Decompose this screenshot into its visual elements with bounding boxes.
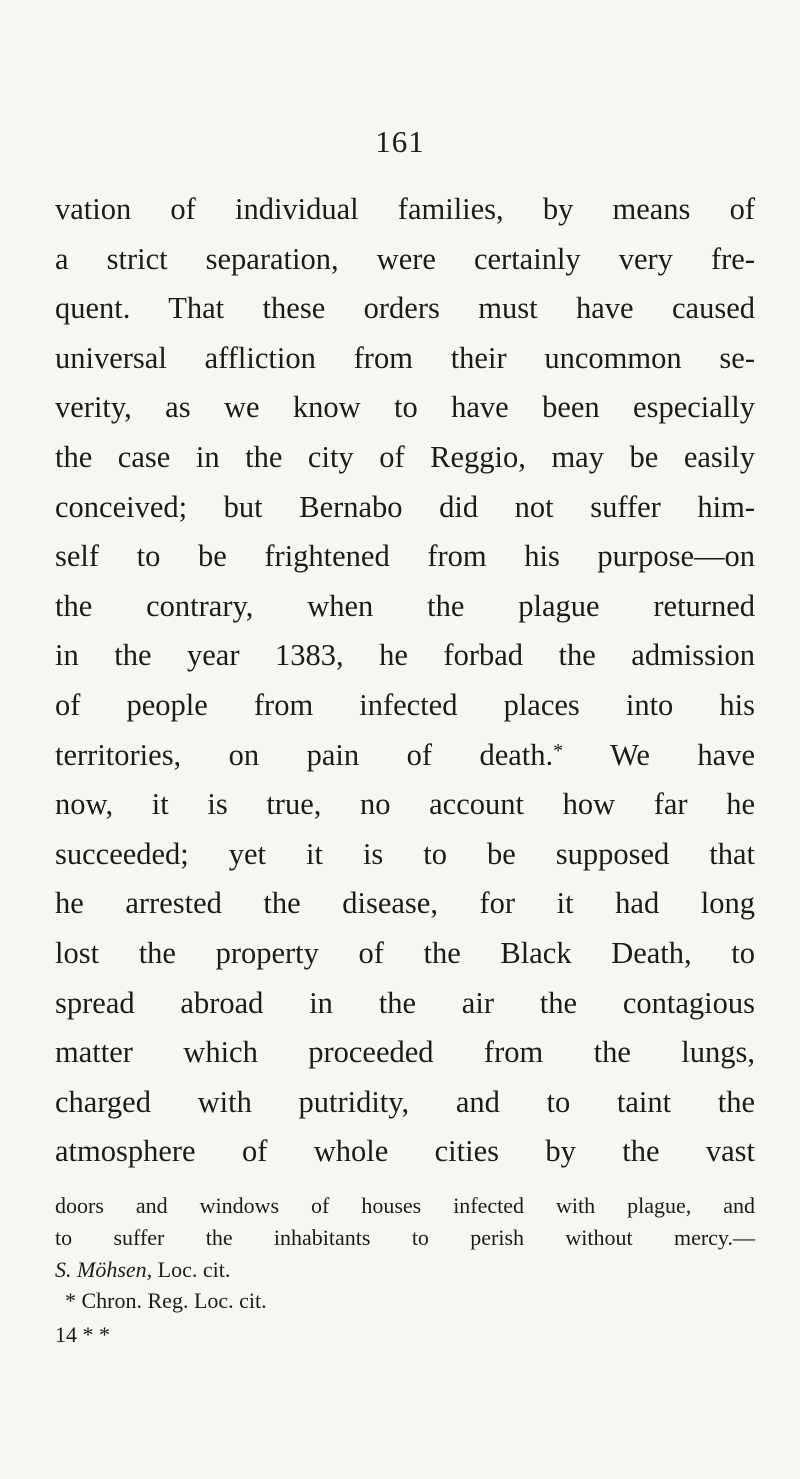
body-line: charged with putridity, and to taint the bbox=[55, 1084, 755, 1119]
body-line: matter which proceeded from the lungs, bbox=[55, 1035, 755, 1070]
body-line: spread abroad in the air the contagious bbox=[55, 985, 755, 1020]
body-line-with-footnote bbox=[55, 731, 755, 781]
body-line: a strict separation, were certainly very fre- bbox=[55, 241, 755, 276]
body-line: atmosphere of whole cities by the vast bbox=[55, 1134, 755, 1169]
footnote-citation: Loc. cit. bbox=[152, 1256, 231, 1282]
body-line-text: We have bbox=[610, 737, 756, 772]
footnote-author: S. Möhsen, bbox=[55, 1256, 153, 1282]
body-line-text: territories, on pain of death. bbox=[55, 737, 554, 772]
body-line: vation of individual families, by means of bbox=[55, 192, 755, 226]
body-line: succeeded; yet it is to be supposed that bbox=[55, 836, 755, 871]
page-number: 161 bbox=[375, 124, 425, 159]
body-line: the case in the city of Reggio, may be easily bbox=[55, 439, 755, 474]
footnote-reference: * bbox=[553, 739, 564, 762]
body-line: quent. That these orders must have caused bbox=[55, 291, 755, 326]
signature-mark: 14 * * bbox=[55, 1322, 110, 1347]
body-line: he arrested the disease, for it had long bbox=[55, 886, 755, 921]
footnote-line bbox=[55, 1254, 755, 1286]
footnote-line bbox=[55, 1285, 755, 1317]
footnote-line: to suffer the inhabitants to perish without mercy.— bbox=[55, 1224, 755, 1250]
footnote-marker: * bbox=[65, 1288, 76, 1314]
footnote-line: doors and windows of houses infected with plague, and bbox=[55, 1193, 755, 1218]
body-line: of people from infected places into his bbox=[55, 687, 755, 722]
body-line: now, it is true, no account how far he bbox=[55, 787, 755, 822]
footnotes bbox=[55, 1190, 755, 1317]
body-line: verity, as we know to have been especially bbox=[55, 390, 755, 425]
body-line: lost the property of the Black Death, to bbox=[55, 935, 755, 970]
body-text bbox=[55, 185, 755, 1177]
body-line: self to be frightened from his purpose—on bbox=[55, 539, 755, 574]
body-line: universal affliction from their uncommon se- bbox=[55, 340, 755, 375]
body-line: in the year 1383, he forbad the admission bbox=[55, 638, 755, 673]
body-line: conceived; but Bernabo did not suffer him- bbox=[55, 489, 755, 524]
footnote-citation: Chron. Reg. Loc. cit. bbox=[76, 1288, 267, 1314]
body-line: the contrary, when the plague returned bbox=[55, 588, 755, 623]
